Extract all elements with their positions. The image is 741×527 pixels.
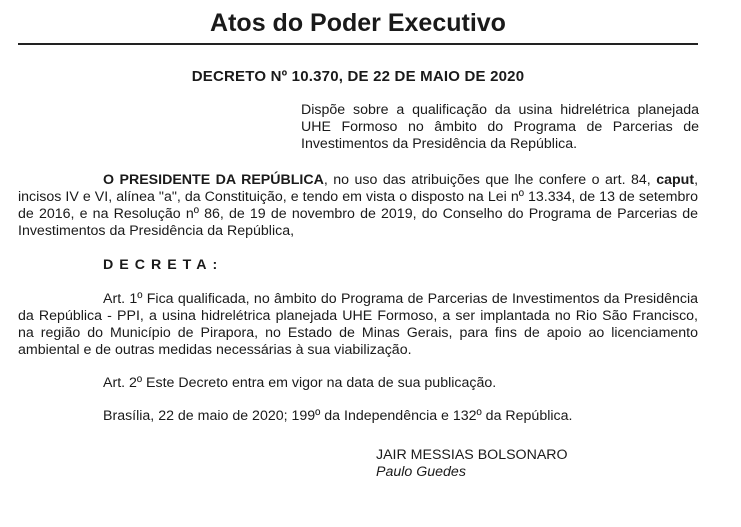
title-divider (18, 43, 698, 45)
preamble-text-2: , incisos IV e VI, alínea "a", da Constituição, e tendo em vista o disposto na Lei nº 13.334, de 13 de setembro de 2016, e na Resolução nº 86, de 19 de novembro de 2019, do Conselho do Programa de Parcerias de Investimentos da Presidência da República, (18, 172, 699, 239)
decree-title: DECRETO Nº 10.370, DE 22 DE MAIO DE 2020 (191, 68, 525, 85)
preamble-caput: caput (656, 172, 695, 188)
preamble-authority: O PRESIDENTE DA REPÚBLICA (103, 172, 324, 188)
article-1: Art. 1º Fica qualificada, no âmbito do Programa de Parcerias de Investimentos da Presidência da República - PPI, a usina hidrelétrica planejada UHE Formoso, a ser implantada no Rio São Francisco, na região do Município de Pirapora, no Estado de Minas Gerais, para fins de apoio ao licenciamento ambiental e de outras medidas necessárias à sua viabilização. (18, 291, 698, 358)
signature-block (376, 447, 698, 481)
preamble-text-1: , no uso das atribuições que lhe confere o art. 84, (323, 172, 657, 188)
signature-president: JAIR MESSIAS BOLSONARO (376, 447, 568, 463)
section-title: Atos do Poder Executivo (210, 9, 506, 37)
article-2: Art. 2º Este Decreto entra em vigor na data de sua publicação. (103, 375, 497, 391)
signature-minister: Paulo Guedes (376, 464, 466, 480)
document-page (18, 0, 698, 527)
decreta-heading: DECRETA: (103, 257, 224, 273)
decree-ementa: Dispõe sobre a qualificação da usina hidrelétrica planejada UHE Formoso no âmbito do Programa de Parcerias de Investimentos da Presidência da República. (301, 102, 699, 152)
decree-preamble (18, 172, 698, 240)
closing-line: Brasília, 22 de maio de 2020; 199º da Independência e 132º da República. (103, 408, 573, 424)
